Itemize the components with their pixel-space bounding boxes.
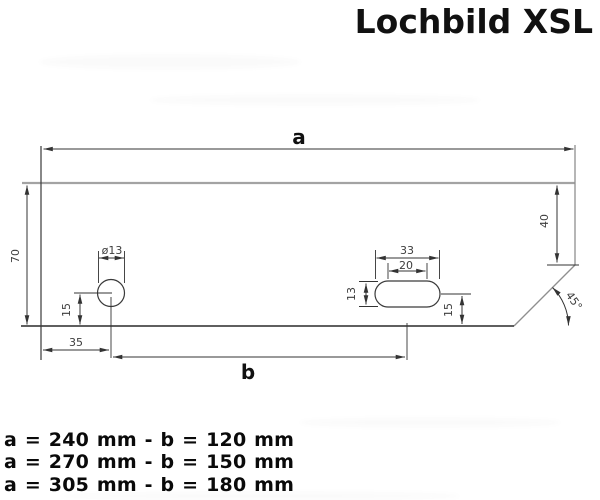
size-variant-line: a = 305 mm - b = 180 mm (4, 473, 295, 496)
size-variant-line: a = 240 mm - b = 120 mm (4, 429, 295, 451)
dimension-hole-offset-bottom (60, 293, 112, 325)
dimension-hole-offset-left (43, 297, 111, 358)
dimension-overall-height-label: 70 (9, 249, 22, 263)
page-title: Lochbild XSL (354, 2, 593, 41)
dimension-b-label: b (240, 360, 256, 384)
dimension-slot-inner (388, 259, 427, 279)
dimension-hole-offset-left-label: 35 (69, 336, 83, 349)
dimension-b (113, 323, 407, 384)
dimension-slot-offset-bottom-label: 15 (442, 303, 455, 317)
dimension-overall-height (9, 186, 27, 325)
dimension-slot-offset-bottom (441, 294, 471, 324)
dimension-slot-outer-label: 33 (400, 244, 414, 257)
slot-hole (375, 281, 440, 307)
size-variant-line: a = 270 mm - b = 150 mm (4, 451, 295, 474)
size-variant-list (4, 429, 294, 496)
dimension-slot-width (345, 282, 378, 307)
dimension-chamfer-angle (553, 288, 585, 326)
dimension-chamfer-angle-label: 45° (562, 289, 585, 313)
dimension-chamfer-vertical-label: 40 (538, 214, 551, 228)
dimension-slot-width-label: 13 (345, 287, 358, 301)
dimension-hole-offset-bottom-label: 15 (60, 303, 73, 317)
dimension-slot-inner-label: 20 (399, 259, 413, 272)
dimension-hole-diameter-label: ø13 (101, 244, 123, 257)
dimension-a (44, 125, 574, 149)
dimension-hole-diameter (99, 244, 125, 283)
dimension-a-label: a (292, 125, 306, 149)
dimension-chamfer-vertical (538, 186, 579, 266)
